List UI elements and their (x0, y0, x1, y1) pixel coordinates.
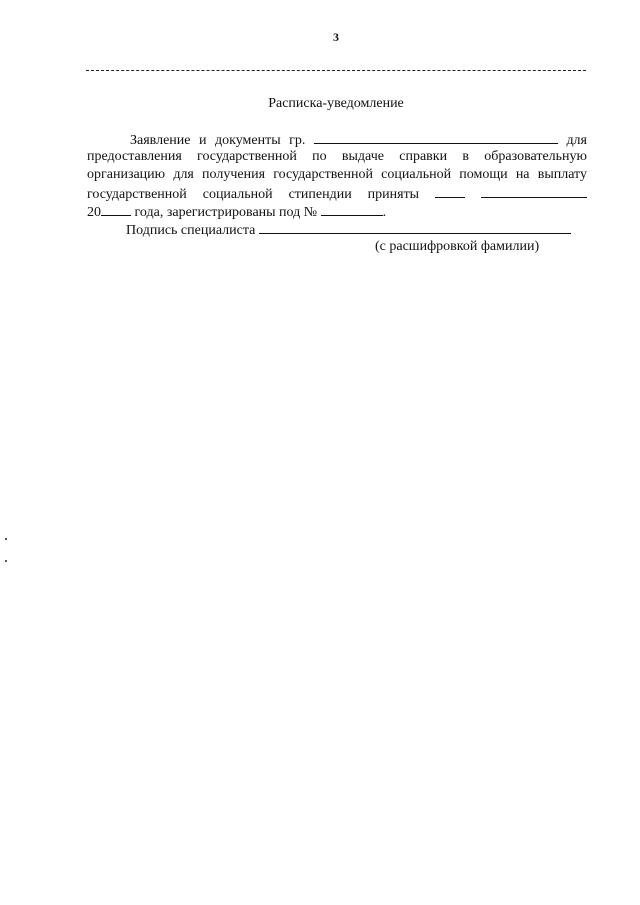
registration-number-blank (321, 202, 383, 216)
receipt-line-3: организацию для получения государственной социальной помощи на выплату (87, 167, 587, 182)
scan-artifact (5, 538, 7, 540)
signature-line (87, 220, 587, 238)
page-number: 3 (333, 30, 339, 44)
receipt-line-5 (87, 202, 587, 220)
applicant-label-end: для (566, 133, 587, 148)
year-prefix: 20 (87, 205, 101, 220)
receipt-line-2: предоставления государственной по выдаче справки в образовательную (87, 149, 587, 164)
receipt-line-1 (87, 130, 587, 148)
applicant-label: Заявление и документы гр. (130, 133, 306, 148)
registered-label: года, зарегистрированы под № (134, 205, 318, 220)
scan-artifact (5, 560, 7, 562)
sentence-end: . (382, 205, 387, 220)
accepted-day-blank (435, 184, 465, 198)
receipt-body (87, 130, 587, 238)
cut-line-divider (86, 70, 586, 71)
signature-note: (с расшифровкой фамилии) (375, 239, 540, 254)
applicant-name-blank (314, 130, 558, 144)
signature-blank (259, 220, 571, 234)
receipt-title: Расписка-уведомление (268, 96, 404, 111)
accepted-label: государственной социальной стипендии приняты (87, 187, 420, 202)
accepted-month-blank (481, 184, 587, 198)
signature-label: Подпись специалиста (126, 223, 256, 238)
receipt-line-4 (87, 184, 587, 202)
year-blank (101, 202, 131, 216)
